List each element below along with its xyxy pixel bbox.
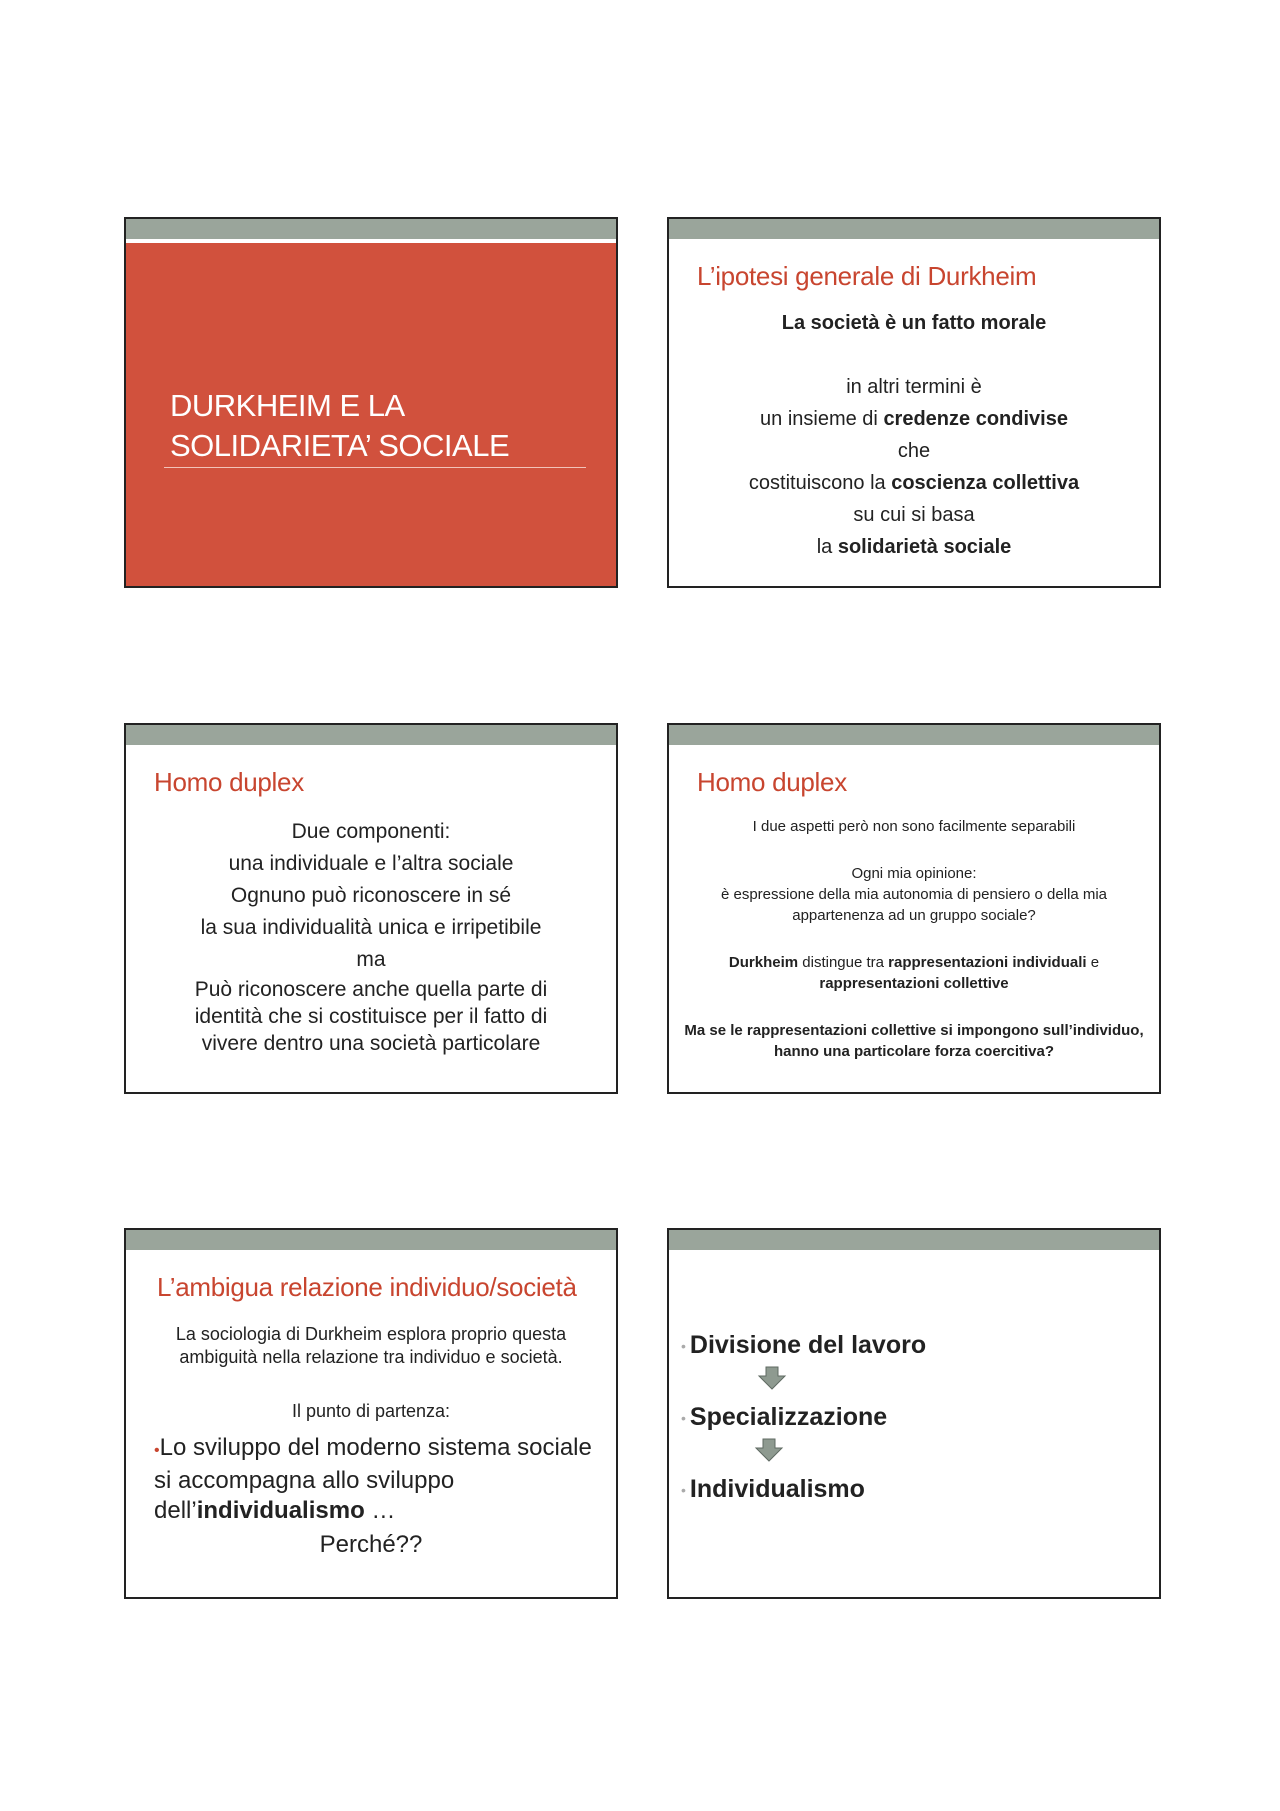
arrow-down-icon <box>754 1438 784 1462</box>
slide-header-band <box>669 725 1159 745</box>
slide-title: Homo duplex <box>697 767 847 797</box>
bullet-dot-icon: • <box>681 1410 686 1427</box>
slide-header-band <box>126 1230 616 1250</box>
slide-title <box>124 217 618 588</box>
cover-title: DURKHEIM E LA SOLIDARIETA’ SOCIALE <box>170 388 510 463</box>
slide-header-band <box>126 219 616 243</box>
list-item: • Divisione del lavoro <box>681 1331 927 1359</box>
slide-title: Homo duplex <box>154 767 304 797</box>
slide-title: L’ambigua relazione individuo/società <box>157 1272 577 1302</box>
list-item: • Specializzazione <box>681 1403 888 1431</box>
slide-body: I due aspetti però non sono facilmente separabili Ogni mia opinione: è espressione della mia autonomia di pensiero o della mia appartenenza ad un gruppo sociale? Durkheim distingue tra rappresentazioni individuali e rappresentazioni collettive Ma se le rappresentazioni collettive si impongono sull’individuo, hanno una particolare forza coercitiva? <box>684 818 1144 1060</box>
bullet-dot-icon: • <box>154 1442 160 1459</box>
slide-header-band <box>126 725 616 745</box>
list-item: • Individualismo <box>681 1475 865 1503</box>
bullet-dot-icon: • <box>681 1338 686 1355</box>
slide-ipotesi <box>667 217 1161 588</box>
bullet-item: •Lo sviluppo del moderno sistema sociale si accompagna allo sviluppo dell’individualismo … <box>154 1434 592 1524</box>
slide-header-band <box>669 1230 1159 1250</box>
slide-header-band <box>669 219 1159 239</box>
slide-homo-duplex-1 <box>124 723 618 1094</box>
slide-body: Due componenti: una individuale e l’altra sociale Ognuno può riconoscere in sé la sua individualità unica e irripetibile ma Può riconoscere anche quella parte di identità che si costituisce per il fatto di vivere dentro una società particolare <box>194 820 548 1055</box>
title-underline <box>164 467 586 468</box>
arrow-down-icon <box>757 1366 787 1390</box>
slide-relazione: L’ambigua relazione individuo/società La sociologia di Durkheim esplora proprio questa ambiguità nella relazione tra individuo e società. Il punto di partenza: •Lo sviluppo del moderno sistema sociale si accompagna allo sviluppo dell’individualismo … Perché?? <box>124 1228 618 1599</box>
slide-body: La società è un fatto morale in altri termini è un insieme di credenze condivise che costituiscono la coscienza collettiva su cui si basa la solidarietà sociale <box>748 312 1080 558</box>
slide-sequenza <box>667 1228 1161 1599</box>
slide-homo-duplex-2 <box>667 723 1161 1094</box>
slide-title: L’ipotesi generale di Durkheim <box>697 261 1037 291</box>
bullet-dot-icon: • <box>681 1482 686 1499</box>
